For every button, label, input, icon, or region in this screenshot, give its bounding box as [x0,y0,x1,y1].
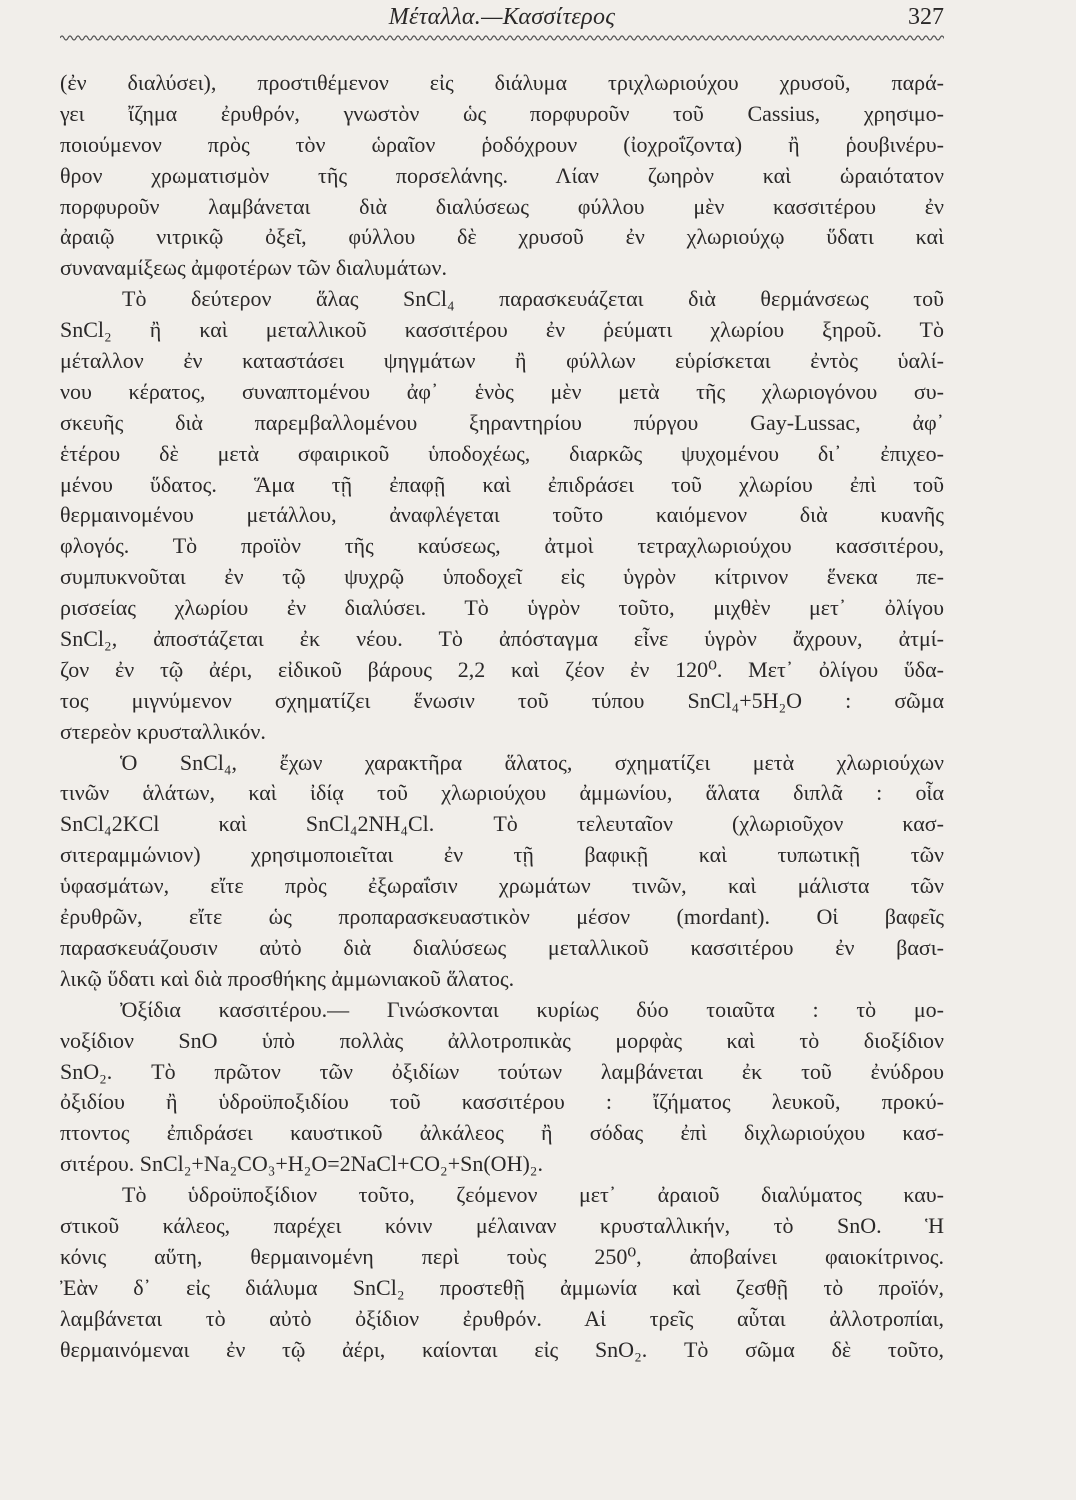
text-line: γει ἴζημα ἐρυθρόν, γνωστὸν ὡς πορφυροῦν τοῦ Cassius, χρησιμο- [60,100,944,126]
wavy-rule [60,34,944,42]
equation-line: σιτέρου. SnCl₂+Na₂CO₃+H₂O=2NaCl+CO₂+Sn(OH)₂. [60,1151,543,1177]
text-line: πορφυροῦν λαμβάνεται διὰ διαλύσεως φύλλου μὲν κασσιτέρου ἐν [60,193,944,219]
text-line: (ἐν διαλύσει), προστιθέμενον εἰς διάλυμα τριχλωριούχου χρυσοῦ, παρά- [60,70,944,95]
text-line: ἀραιῷ νιτρικῷ ὀξεῖ, φύλλου δὲ χρυσοῦ ἐν χλωριούχῳ ὕδατι καὶ [60,224,944,250]
text-line: τος μιγνύμενον σχηματίζει ἕνωσιν τοῦ τύπου SnCl₄+5H₂O : σῶμα [60,687,944,713]
text-line: ζον ἐν τῷ ἀέρι, εἰδικοῦ βάρους 2,2 καὶ ζέον ἐν 120⁰. Μετ᾿ ὀλίγου ὕδα- [60,656,944,682]
text-line: συναναμίξεως ἀμφοτέρων τῶν διαλυμάτων. [60,255,447,281]
text-line: νοξίδιον SnO ὑπὸ πολλὰς ἀλλοτροπικὰς μορφὰς καὶ τὸ διοξίδιον [60,1027,944,1053]
text-line: στερεὸν κρυσταλλικόν. [60,718,266,744]
text-line: ὑφασμάτων, εἴτε πρὸς ἐξωραΐσιν χρωμάτων τινῶν, καὶ μάλιστα τῶν [60,873,944,899]
text-line: παρασκευάζουσιν αὐτὸ διὰ διαλύσεως μεταλλικοῦ κασσιτέρου ἐν βασι- [60,934,944,960]
text-line: SnO₂. Τὸ πρῶτον τῶν ὀξιδίων τούτων λαμβάνεται ἐκ τοῦ ἐνύδρου [60,1058,944,1084]
text-line: Τὸ ὑδροϋποξίδιον τοῦτο, ζεόμενον μετ᾿ ἀραιοῦ διαλύματος καυ- [122,1182,944,1208]
text-line: τινῶν ἁλάτων, καὶ ἰδίᾳ τοῦ χλωριούχου ἀμμωνίου, ἅλατα διπλᾶ : οἷα [60,780,944,806]
page-number: 327 [908,4,944,30]
text-line: σκευῆς διὰ παρεμβαλλομένου ξηραντηρίου πύργου Gay-Lussac, ἀφ᾿ [60,409,944,435]
text-line: μέταλλον ἐν καταστάσει ψηγμάτων ἢ φύλλων εὑρίσκεται ἐντὸς ὑαλί- [60,348,944,374]
text-line: θρον χρωματισμὸν τῆς πορσελάνης. Λίαν ζωηρὸν καὶ ὡραιότατον [60,162,944,188]
text-line: πτοντος ἐπιδράσει καυστικοῦ ἀλκάλεος ἢ σόδας ἐπὶ διχλωριούχου κασ- [60,1120,944,1146]
text-line: νου κέρατος, συναπτομένου ἀφ᾿ ἑνὸς μὲν μετὰ τῆς χλωριογόνου συ- [60,378,944,404]
text-line: ρισσείας χλωρίου ἐν διαλύσει. Τὸ ὑγρὸν τοῦτο, μιχθὲν μετ᾿ ὀλίγου [60,595,944,621]
text-line: ἐρυθρῶν, εἴτε ὡς προπαρασκευαστικὸν μέσον (mordant). Οἱ βαφεῖς [60,904,944,930]
text-line: SnCl₂ ἢ καὶ μεταλλικοῦ κασσιτέρου ἐν ῥεύματι χλωρίου ξηροῦ. Τὸ [60,317,944,343]
text-line: SnCl₂, ἀποστάζεται ἐκ νέου. Τὸ ἀπόσταγμα εἶνε ὑγρὸν ἄχρουν, ἀτμί- [60,626,944,652]
text-line: Ὁ SnCl₄, ἔχων χαρακτῆρα ἅλατος, σχηματίζει μετὰ χλωριούχων [120,749,944,775]
text-line: συμπυκνοῦται ἐν τῷ ψυχρῷ ὑποδοχεῖ εἰς ὑγρὸν κίτρινον ἕνεκα πε- [60,564,944,590]
text-line: θερμαινόμεναι ἐν τῷ ἀέρι, καίονται εἰς SnO₂. Τὸ σῶμα δὲ τοῦτο, [60,1336,944,1362]
text-line: Τὸ δεύτερον ἅλας SnCl₄ παρασκευάζεται διὰ θερμάνσεως τοῦ [122,286,944,312]
text-line: λικῷ ὕδατι καὶ διὰ προσθήκης ἀμμωνιακοῦ ἅλατος. [60,965,515,991]
text-line: φλογός. Τὸ προϊὸν τῆς καύσεως, ἀτμοὶ τετραχλωριούχου κασσιτέρου, [60,533,944,559]
body-text [60,68,944,1365]
text-line: ὀξιδίου ἢ ὑδροϋποξιδίου τοῦ κασσιτέρου : ἴζήματος λευκοῦ, προκύ- [60,1089,944,1115]
text-line: θερμαινομένου μετάλλου, ἀναφλέγεται τοῦτο καιόμενον διὰ κυανῆς [60,502,944,528]
text-line: λαμβάνεται τὸ αὐτὸ ὀξίδιον ἐρυθρόν. Αἱ τρεῖς αὗται ἀλλοτροπίαι, [60,1305,944,1331]
text-line: SnCl₄2KCl καὶ SnCl₄2NH₄Cl. Τὸ τελευταῖον (χλωριοῦχον κασ- [60,811,944,837]
text-line: κόνις αὕτη, θερμαινομένη περὶ τοὺς 250⁰, ἀποβαίνει φαιοκίτρινος. [60,1243,944,1269]
text-line: σιτεραμμώνιον) χρησιμοποιεῖται ἐν τῇ βαφικῇ καὶ τυπωτικῇ τῶν [60,842,944,868]
running-title: Μέταλλα.—Κασσίτερος [388,4,616,30]
text-line: ἑτέρου δὲ μετὰ σφαιρικοῦ ὑποδοχέως, διαρκῶς ψυχομένου δι᾿ ἐπιχεο- [60,440,944,466]
section-heading-line: Ὀξίδια κασσιτέρου.— Γινώσκονται κυρίως δύο τοιαῦτα : τὸ μο- [120,996,944,1022]
text-line: στικοῦ κάλεος, παρέχει κόνιν μέλαιναν κρυσταλλικήν, τὸ SnO. Ἡ [60,1212,944,1238]
text-line: μένου ὕδατος. Ἅμα τῇ ἐπαφῇ καὶ ἐπιδράσει τοῦ χλωρίου ἐπὶ τοῦ [60,471,944,497]
text-line: ποιούμενον πρὸς τὸν ὡραῖον ῥοδόχρουν (ἰοχροΐζοντα) ἢ ῥουβινέρυ- [60,131,944,157]
text-line: Ἐὰν δ᾿ εἰς διάλυμα SnCl₂ προστεθῇ ἀμμωνία καὶ ζεσθῇ τὸ προϊόν, [60,1274,944,1300]
